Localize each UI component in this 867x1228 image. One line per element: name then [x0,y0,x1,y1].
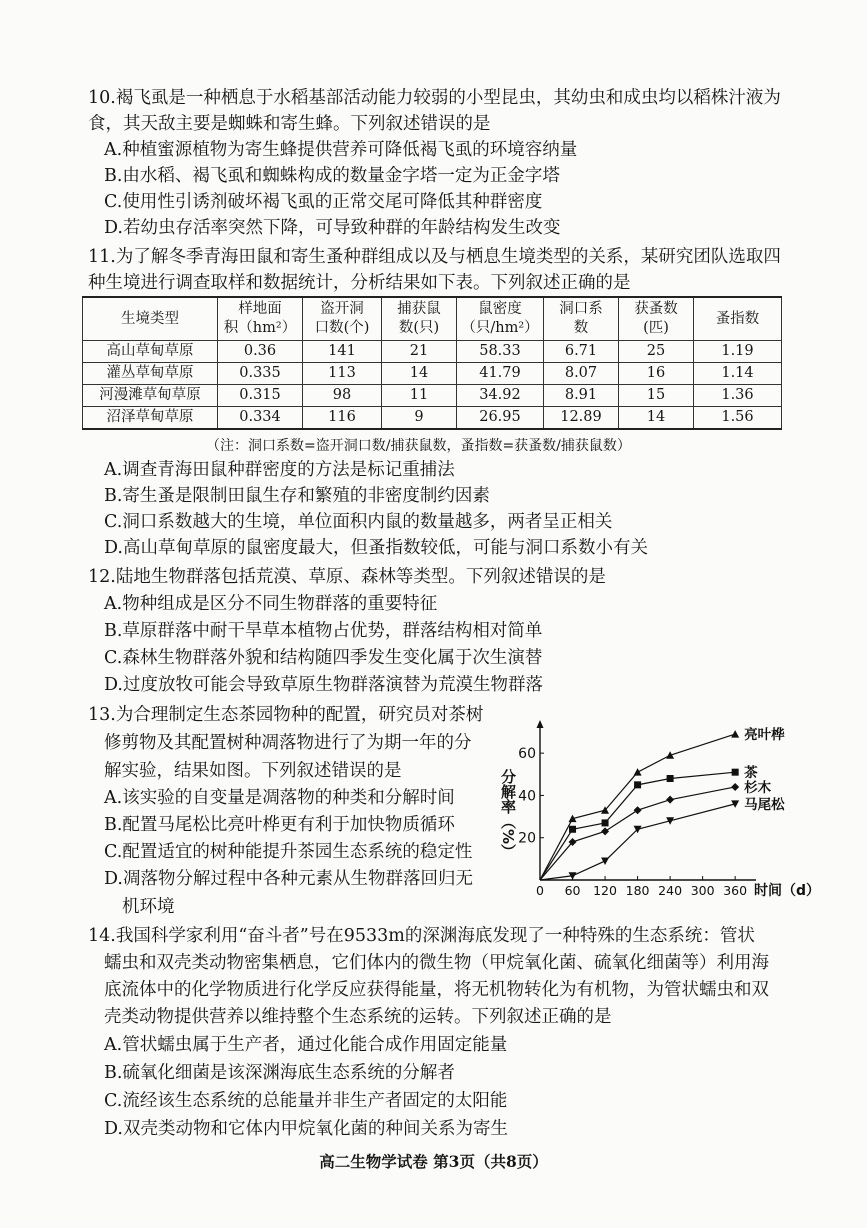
y-tick-label: 60 [518,746,536,763]
table-row [83,341,782,363]
data-point [601,857,609,865]
q10-option-b: B.由水稻、褐飞虱和蜘蛛构成的数量金字塔一定为正金字塔 [104,166,560,186]
table-cell: 0.334 [218,407,303,430]
table-cell: 11 [382,385,457,407]
y-tick-label: 20 [518,830,536,847]
q14-stem-line-2: 蠕虫和双壳类动物密集栖息，它们体内的微生物（甲烷氧化菌、硫氧化细菌等）利用海 [104,953,769,973]
x-tick-label: 300 [690,883,715,898]
table-cell: 0.315 [218,385,303,407]
series-label: 杉木 [744,779,772,796]
q10-stem-line-2: 食，其天敌主要是蜘蛛和寄生蜂。下列叙述错误的是 [88,114,491,134]
table-cell: 河漫滩草甸草原 [83,385,218,407]
habitat-data-table [82,296,782,430]
q14-option-a: A.管状蠕虫属于生产者，通过化能合成作用固定能量 [104,1035,508,1055]
table-row [83,407,782,430]
x-tick-label: 360 [723,883,748,898]
q10-stem-line-1: 10.褐飞虱是一种栖息于水稻基部活动能力较弱的小型昆虫，其幼虫和成虫均以稻株汁液为 [88,88,781,108]
q11-option-a: A.调查青海田鼠种群密度的方法是标记重捕法 [104,460,455,480]
x-axis-label: 时间（d） [754,883,821,899]
data-point [634,768,642,776]
x-tick-label: 180 [625,883,650,898]
series-label: 茶 [744,765,758,782]
decomposition-line-chart [490,727,821,899]
table-cell: 1.56 [694,407,782,430]
table-row [83,385,782,407]
y-axis-label: 分解率（%） [499,768,517,860]
q13-option-c: C.配置适宜的树种能提升茶园生态系统的稳定性 [104,842,473,862]
y-axis-arrow-icon [537,720,544,728]
data-point [634,781,641,788]
q14-stem-line-3: 底流体中的化学物质进行化学反应获得能量，将无机物转化为有机物，为管状蠕虫和双 [104,980,769,1000]
table-header-cell: 生境类型 [83,297,218,341]
q14-option-c: C.流经该生态系统的总能量并非生产者固定的太阳能 [104,1091,508,1111]
table-cell: 14 [619,407,694,430]
table-cell: 8.91 [544,385,619,407]
q10-option-a: A.种植蜜源植物为寄生蜂提供营养可降低褐飞虱的环境容纳量 [104,140,578,160]
q12-option-d: D.过度放牧可能会导致草原生物群落演替为荒漠生物群落 [104,675,543,695]
q10-option-d: D.若幼虫存活率突然下降，可导致种群的年龄结构发生改变 [104,218,561,238]
q11-stem-line-1: 11.为了解冬季青海田鼠和寄生蚤种群组成以及与栖息生境类型的关系，某研究团队选取四 [88,247,781,267]
table-header-cell: 捕获鼠 数(只) [382,297,457,341]
table-header-cell: 样地面 积（hm²） [218,297,303,341]
q13-option-a: A.该实验的自变量是凋落物的种类和分解时间 [104,788,455,808]
data-point [731,730,739,738]
table-cell: 1.19 [694,341,782,363]
table-header-cell: 蚤指数 [694,297,782,341]
q14-option-d: D.双壳类动物和它体内甲烷氧化菌的种间关系为寄生 [104,1119,508,1139]
q14-stem-line-1: 14.我国科学家利用“奋斗者”号在9533m的深渊海底发现了一种特殊的生态系统：管状 [88,926,755,946]
q11-option-c: C.洞口系数越大的生境，单位面积内鼠的数量越多，两者呈正相关 [104,512,613,532]
table-cell: 0.36 [218,341,303,363]
q12-option-c: C.森林生物群落外貌和结构随四季发生变化属于次生演替 [104,648,543,668]
q13-stem-line-2: 修剪物及其配置树种凋落物进行了为期一年的分 [104,733,472,753]
table-header-cell: 鼠密度 （只/hm²） [457,297,544,341]
table-header-cell: 洞口系 数 [544,297,619,341]
x-tick-label: 60 [564,883,581,898]
data-point [601,827,609,835]
q11-stem-line-2: 种生境进行调查取样和数据统计，分析结果如下表。下列叙述正确的是 [88,273,631,293]
data-point [666,751,674,759]
table-cell: 58.33 [457,341,544,363]
q11-option-d: D.高山草甸草原的鼠密度最大，但蚤指数较低，可能与洞口系数小有关 [104,538,648,558]
table-cell: 15 [619,385,694,407]
table-cell: 灌丛草甸草原 [83,363,218,385]
q10-option-c: C.使用性引诱剂破坏褐飞虱的正常交尾可降低其种群密度 [104,192,543,212]
data-point [667,775,674,782]
table-cell: 113 [303,363,382,385]
data-point [731,783,739,791]
q14-stem-line-4: 壳类动物提供营养以维持整个生态系统的运转。下列叙述正确的是 [104,1007,612,1027]
q13-stem-line-3: 解实验，结果如图。下列叙述错误的是 [104,761,402,781]
table-cell: 25 [619,341,694,363]
data-point [602,819,609,826]
table-row [83,363,782,385]
q12-stem: 12.陆地生物群落包括荒漠、草原、森林等类型。下列叙述错误的是 [88,567,606,587]
q14-option-b: B.硫氧化细菌是该深渊海底生态系统的分解者 [104,1063,455,1083]
table-cell: 8.07 [544,363,619,385]
table-cell: 1.14 [694,363,782,385]
table-header-cell: 盗开洞 口数(个) [303,297,382,341]
data-point [569,826,576,833]
table-cell: 6.71 [544,341,619,363]
table-header-cell: 获蚤数 (匹) [619,297,694,341]
table-cell: 41.79 [457,363,544,385]
q13-option-d-continuation: 机环境 [122,897,175,917]
table-cell: 98 [303,385,382,407]
table-cell: 141 [303,341,382,363]
q11-option-b: B.寄生蚤是限制田鼠生存和繁殖的非密度制约因素 [104,486,490,506]
series-label: 亮叶桦 [744,727,785,744]
table-cell: 12.89 [544,407,619,430]
table-cell: 16 [619,363,694,385]
q13-option-d: D.凋落物分解过程中各种元素从生物群落回归无 [104,869,473,889]
x-tick-label: 120 [593,883,617,898]
table-cell: 26.95 [457,407,544,430]
table-cell: 34.92 [457,385,544,407]
q12-option-b: B.草原群落中耐干旱草本植物占优势，群落结构相对简单 [104,621,543,641]
table-cell: 1.36 [694,385,782,407]
table-cell: 0.335 [218,363,303,385]
y-tick-label: 40 [518,788,536,805]
series-label: 马尾松 [744,796,785,813]
table-cell: 9 [382,407,457,430]
page-footer: 高二生物学试卷 第3页（共8页） [319,1152,548,1171]
q13-option-b: B.配置马尾松比亮叶桦更有利于加快物质循环 [104,815,455,835]
table-header-row [83,297,782,341]
table-cell: 116 [303,407,382,430]
data-point [666,796,674,804]
data-point [732,769,739,776]
table-cell: 14 [382,363,457,385]
table-note: （注：洞口系数=盗开洞口数/捕获鼠数，蚤指数=获蚤数/捕获鼠数） [206,438,631,454]
q13-stem-line-1: 13.为合理制定生态茶园物种的配置，研究员对茶树 [88,705,484,725]
x-tick-label: 240 [658,883,683,898]
q12-option-a: A.物种组成是区分不同生物群落的重要特征 [104,594,438,614]
x-tick-label: 0 [536,883,544,898]
table-cell: 高山草甸草原 [83,341,218,363]
table-cell: 21 [382,341,457,363]
table-cell: 沼泽草甸草原 [83,407,218,430]
data-point [634,806,642,814]
